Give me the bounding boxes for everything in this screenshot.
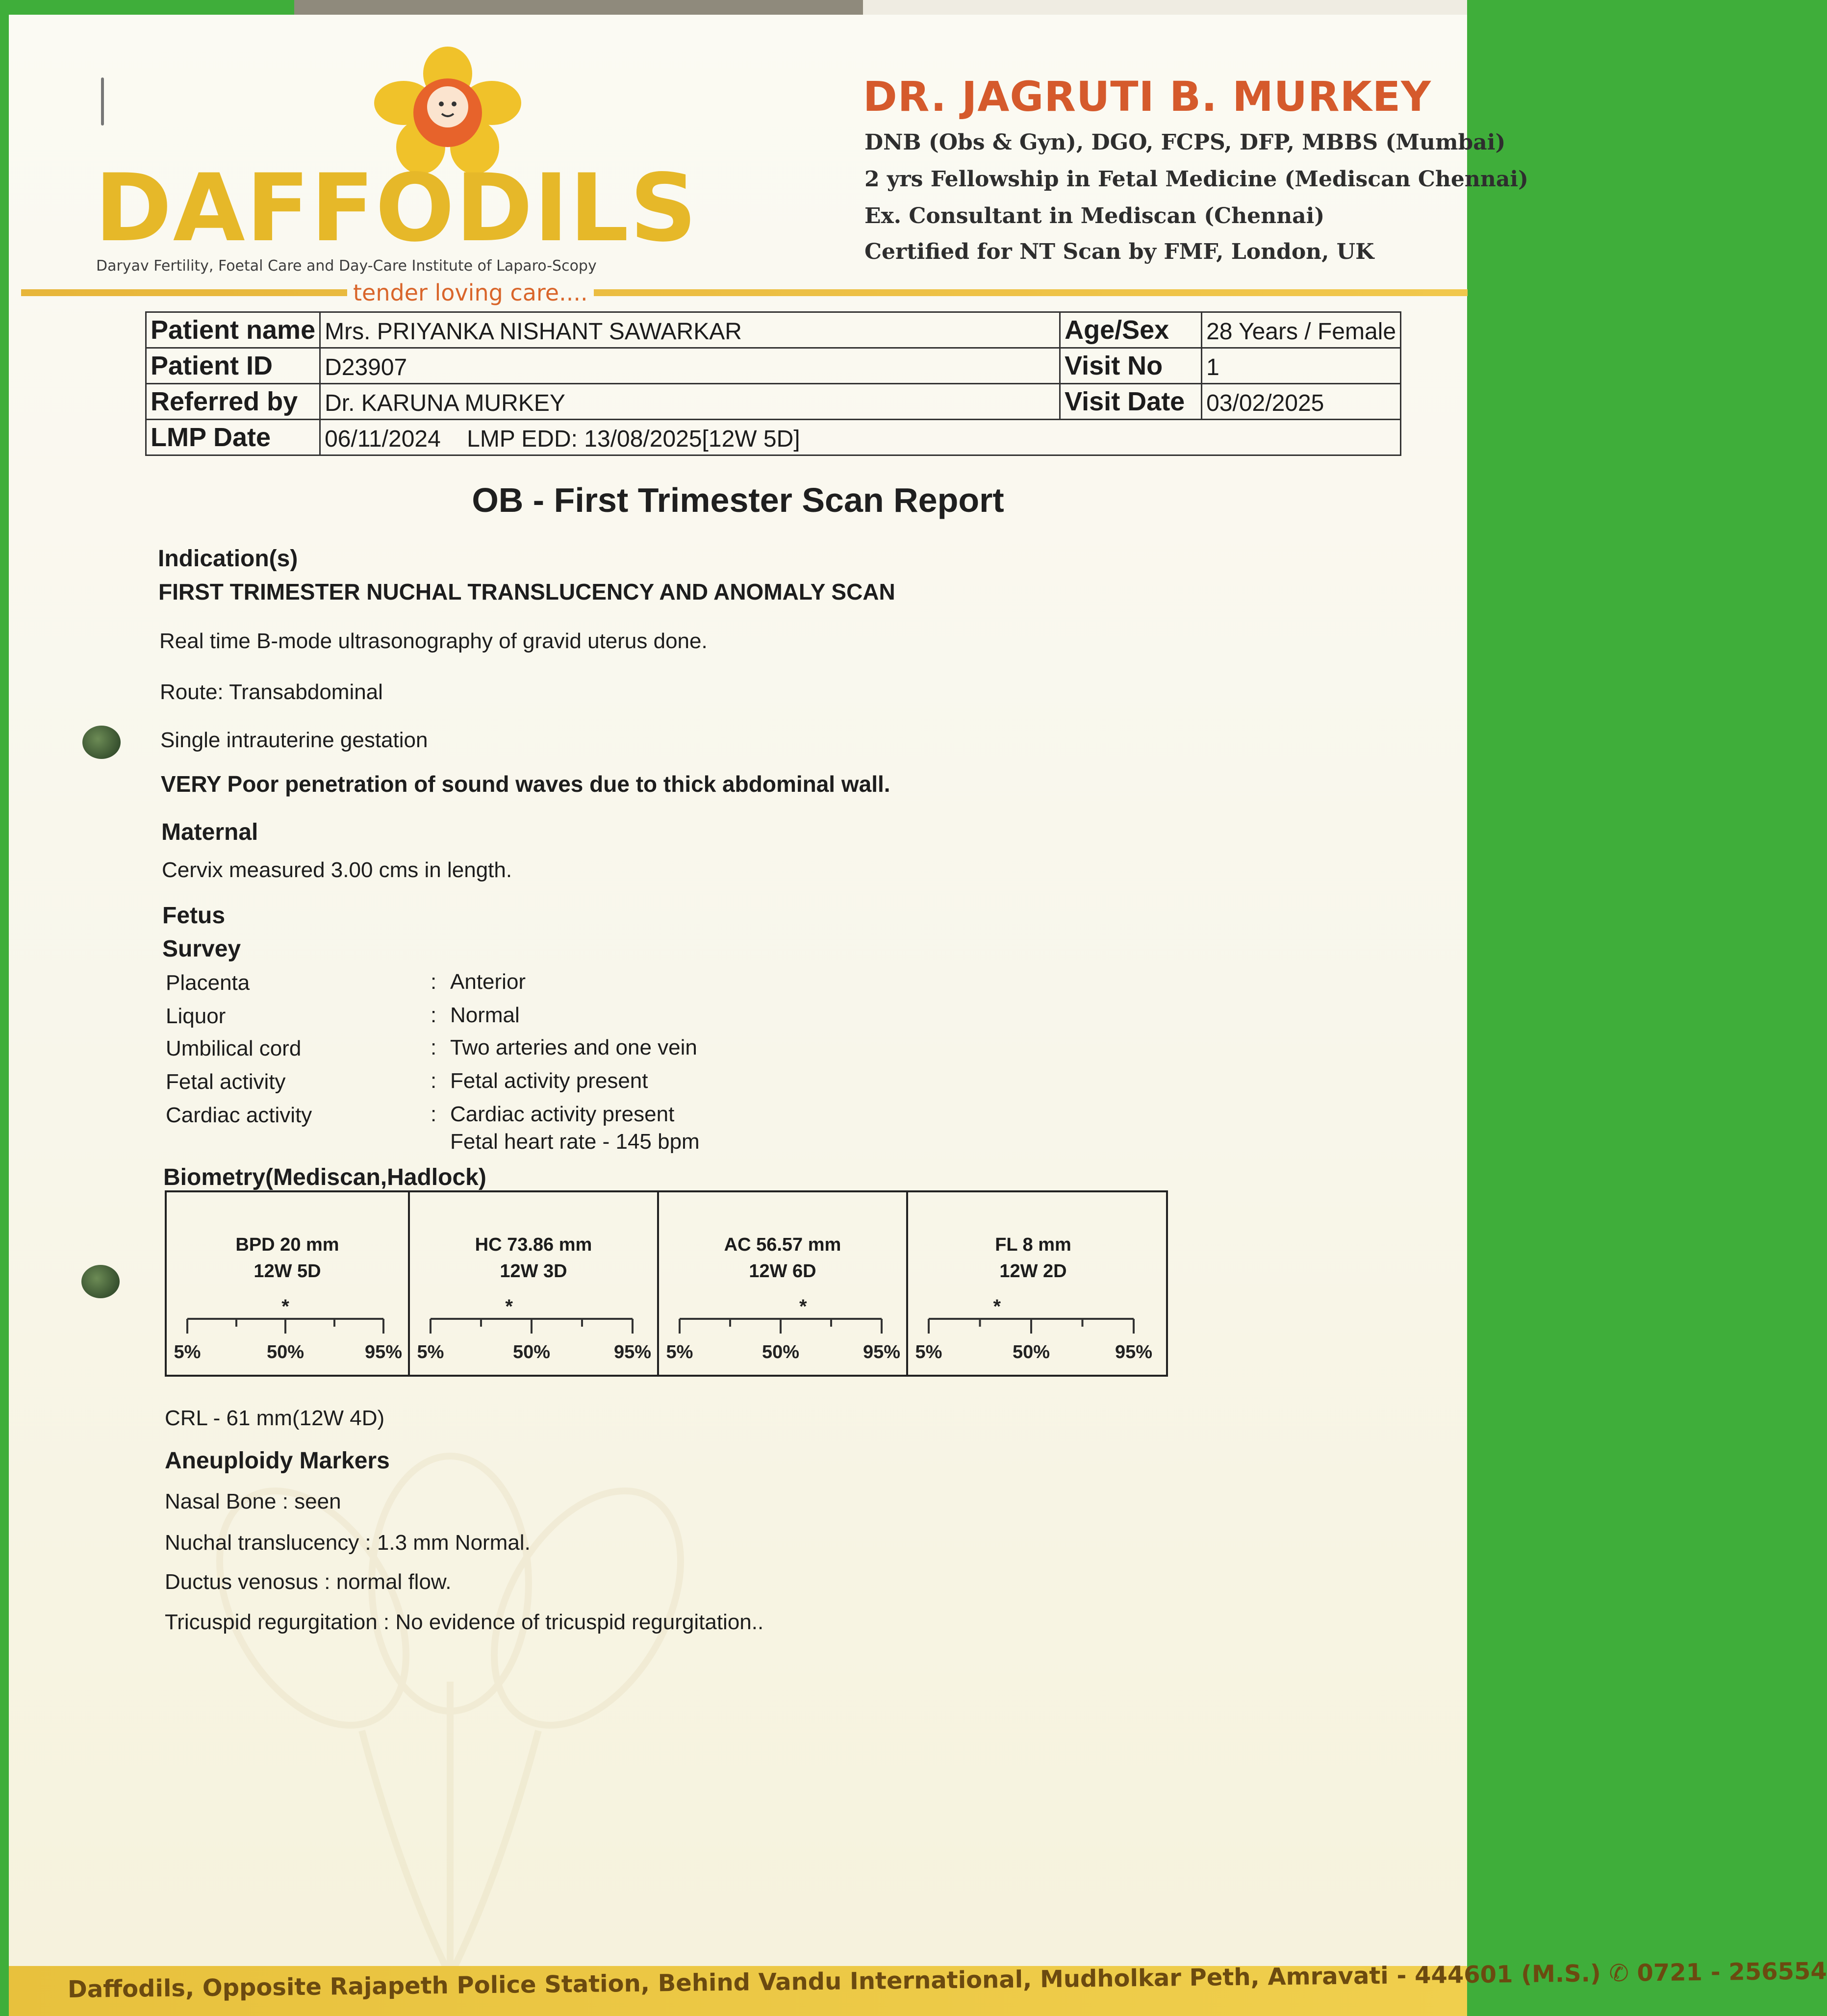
indication-heading: Indication(s) [158, 546, 298, 572]
percentile-marker: * [505, 1296, 513, 1317]
survey-placenta-label: Placenta [166, 971, 250, 995]
survey-placenta-value: Anterior [450, 970, 526, 994]
tricuspid-text: Tricuspid regurgitation : No evidence of tricuspid regurgitation.. [165, 1610, 764, 1634]
doctor-qualification: Ex. Consultant in Mediscan (Chennai) [864, 203, 1325, 228]
scale-tick-label: 50% [512, 1342, 551, 1362]
patient-info-table [145, 311, 1401, 456]
survey-activity-value: Fetal activity present [450, 1069, 648, 1093]
percentile-marker: * [993, 1296, 1001, 1317]
penetration-note: VERY Poor penetration of sound waves due to thick abdominal wall. [161, 771, 890, 797]
patient-id-label: Patient ID [146, 348, 320, 384]
cervix-text: Cervix measured 3.00 cms in length. [162, 858, 512, 882]
route-text: Route: Transabdominal [160, 680, 383, 704]
punch-hole-icon [81, 1265, 120, 1298]
survey-heart-rate: Fetal heart rate - 145 bpm [450, 1130, 700, 1154]
maternal-heading: Maternal [161, 819, 258, 845]
survey-liquor-value: Normal [450, 1003, 520, 1027]
scale-tick-label: 95% [863, 1342, 901, 1362]
scale-tick-label: 5% [417, 1342, 444, 1362]
scale-tick-label: 5% [915, 1342, 942, 1362]
survey-activity-label: Fetal activity [166, 1070, 286, 1094]
visit-date-value: 03/02/2025 [1202, 384, 1401, 420]
survey-cardiac-value: Cardiac activity present [450, 1102, 675, 1126]
biometry-measure: FL 8 mm [995, 1235, 1071, 1255]
nasal-bone-text: Nasal Bone : seen [165, 1489, 341, 1513]
biometry-cell [410, 1192, 659, 1375]
report-title: OB - First Trimester Scan Report [472, 481, 1004, 519]
survey-cord-label: Umbilical cord [166, 1036, 302, 1060]
ductus-text: Ductus venosus : normal flow. [165, 1570, 452, 1594]
lmp-date: 06/11/2024 [325, 426, 441, 452]
logo-tagline: Daryav Fertility, Foetal Care and Day-Care Institute of Laparo-Scopy [96, 257, 597, 275]
header-divider [21, 289, 1468, 296]
scale-tick-label: 95% [1115, 1342, 1153, 1362]
patient-name-value: Mrs. PRIYANKA NISHANT SAWARKAR [320, 312, 1060, 348]
report-page [9, 15, 1827, 2016]
scale-tick-label: 50% [266, 1342, 304, 1362]
percentile-scale [908, 1192, 1158, 1375]
survey-colon: : [431, 970, 437, 994]
visit-date-label: Visit Date [1060, 384, 1202, 420]
survey-heading: Survey [162, 936, 241, 962]
scan-method-text: Real time B-mode ultrasonography of gravid uterus done. [159, 629, 708, 653]
biometry-measure: BPD 20 mm [235, 1235, 339, 1255]
lmp-edd: LMP EDD: 13/08/2025[12W 5D] [467, 426, 800, 452]
lmp-date-label: LMP Date [146, 420, 320, 455]
daffodil-watermark-icon [107, 1436, 793, 1976]
biometry-table [165, 1190, 1168, 1377]
survey-cord-value: Two arteries and one vein [450, 1035, 697, 1059]
staple-pin [101, 77, 104, 126]
aneuploidy-heading: Aneuploidy Markers [165, 1448, 390, 1474]
survey-liquor-label: Liquor [166, 1004, 226, 1028]
logo-slogan: tender loving care.... [347, 279, 594, 306]
scale-tick-label: 50% [1012, 1342, 1050, 1362]
agesex-label: Age/Sex [1060, 312, 1202, 348]
scale-tick-label: 95% [364, 1342, 403, 1362]
biometry-ga: 12W 6D [749, 1261, 816, 1282]
biometry-heading: Biometry(Mediscan,Hadlock) [163, 1164, 486, 1190]
lmp-date-value [320, 420, 1401, 455]
biometry-cell [167, 1192, 410, 1375]
scale-tick-label: 50% [761, 1342, 800, 1362]
biometry-ga: 12W 5D [254, 1261, 321, 1282]
scale-tick-label: 5% [174, 1342, 201, 1362]
referred-by-label: Referred by [146, 384, 320, 420]
visit-no-label: Visit No [1060, 348, 1202, 384]
doctor-qualification: DNB (Obs & Gyn), DGO, FCPS, DFP, MBBS (Mumbai) [864, 130, 1506, 155]
biometry-measure: AC 56.57 mm [724, 1235, 841, 1255]
survey-colon: : [431, 1102, 437, 1126]
survey-colon: : [431, 1035, 437, 1059]
scale-tick-label: 5% [666, 1342, 693, 1362]
biometry-cell [659, 1192, 908, 1375]
biometry-ga: 12W 2D [999, 1261, 1067, 1282]
crl-text: CRL - 61 mm(12W 4D) [165, 1406, 385, 1430]
percentile-scale [410, 1192, 657, 1375]
fetus-heading: Fetus [162, 903, 226, 929]
percentile-scale [659, 1192, 906, 1375]
punch-hole-icon [82, 726, 121, 759]
gestation-text: Single intrauterine gestation [160, 728, 428, 752]
percentile-scale [167, 1192, 408, 1375]
doctor-qualification: 2 yrs Fellowship in Fetal Medicine (Mediscan Chennai) [864, 167, 1528, 192]
biometry-cell [908, 1192, 1158, 1375]
doctor-name: DR. JAGRUTI B. MURKEY [863, 73, 1431, 121]
patient-id-value: D23907 [320, 348, 1060, 384]
patient-name-label: Patient name [146, 312, 320, 348]
indication-text: FIRST TRIMESTER NUCHAL TRANSLUCENCY AND ANOMALY SCAN [158, 579, 895, 605]
biometry-ga: 12W 3D [500, 1261, 567, 1282]
referred-by-value: Dr. KARUNA MURKEY [320, 384, 1060, 420]
logo-wordmark: DAFFODILS [95, 154, 698, 262]
nuchal-text: Nuchal translucency : 1.3 mm Normal. [165, 1531, 531, 1555]
scale-tick-label: 95% [613, 1342, 652, 1362]
agesex-value: 28 Years / Female [1202, 312, 1401, 348]
visit-no-value: 1 [1202, 348, 1401, 384]
survey-colon: : [431, 1069, 437, 1093]
biometry-measure: HC 73.86 mm [475, 1235, 592, 1255]
percentile-marker: * [281, 1296, 289, 1317]
doctor-qualification: Certified for NT Scan by FMF, London, UK [864, 239, 1374, 264]
footer-address: Daffodils, Opposite Rajapeth Police Station, Behind Vandu International, Mudholkar Peth, Amravati - 444601 (M.S.) ✆ 0721 - 256554 [67, 1957, 1827, 2003]
survey-cardiac-label: Cardiac activity [166, 1103, 312, 1127]
survey-colon: : [431, 1003, 437, 1027]
percentile-marker: * [799, 1296, 807, 1317]
